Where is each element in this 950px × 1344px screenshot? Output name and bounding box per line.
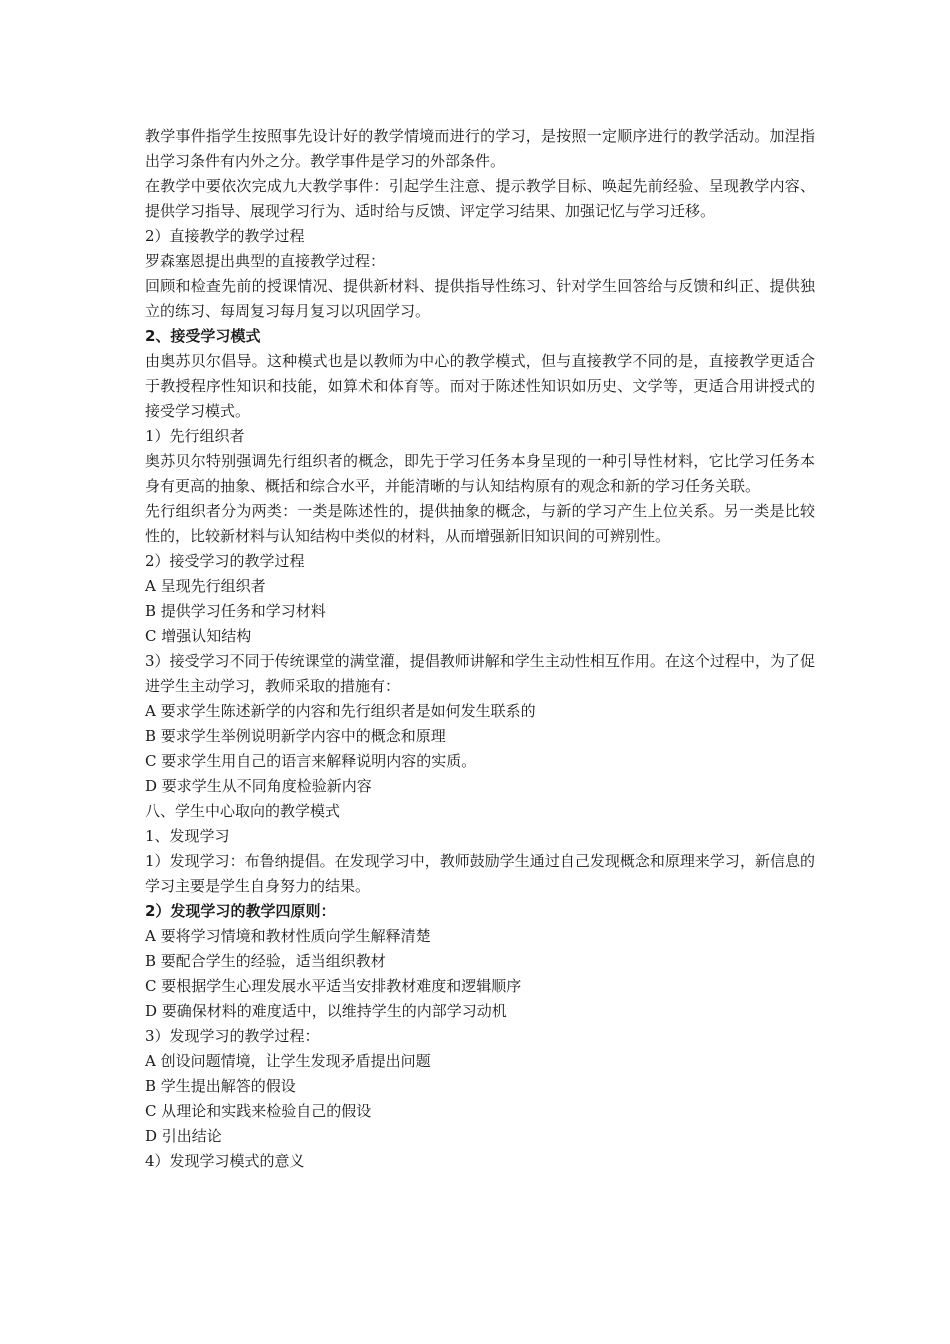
list-item: D 要确保材料的难度适中，以维持学生的内部学习动机 bbox=[145, 1002, 507, 1020]
paragraph-teaching-events: 教学事件指学生按照事先设计好的教学情境而进行的学习，是按照一定顺序进行的教学活动。加涅指出学习条件有内外之分。教学事件是学习的外部条件。 bbox=[145, 127, 815, 170]
subheading-discovery-significance: 4）发现学习模式的意义 bbox=[145, 1152, 305, 1170]
list-item: C 从理论和实践来检验自己的假设 bbox=[145, 1102, 372, 1120]
paragraph-bruner: 1）发现学习：布鲁纳提倡。在发现学习中，教师鼓励学生通过自己发现概念和原理来学习，新信息的学习主要是学生自身努力的结果。 bbox=[145, 852, 815, 895]
list-item: A 要将学习情境和教材性质向学生解释清楚 bbox=[145, 927, 431, 945]
list-item: A 创设问题情境，让学生发现矛盾提出问题 bbox=[145, 1052, 431, 1070]
list-item: D 引出结论 bbox=[145, 1127, 222, 1145]
list-item: A 呈现先行组织者 bbox=[145, 577, 266, 595]
list-item: C 要根据学生心理发展水平适当安排教材难度和逻辑顺序 bbox=[145, 977, 522, 995]
heading-student-centered: 八、学生中心取向的教学模式 bbox=[145, 802, 341, 820]
list-item: B 要求学生举例说明新学内容中的概念和原理 bbox=[145, 727, 446, 745]
list-item: B 要配合学生的经验，适当组织教材 bbox=[145, 952, 386, 970]
paragraph-rosenshine: 罗森塞恩提出典型的直接教学过程： bbox=[145, 252, 386, 270]
list-item: B 学生提出解答的假设 bbox=[145, 1077, 296, 1095]
document-body bbox=[145, 124, 815, 1174]
paragraph-active-learning: 3）接受学习不同于传统课堂的满堂灌，提倡教师讲解和学生主动性相互作用。在这个过程中，为了促进学生主动学习，教师采取的措施有： bbox=[145, 652, 815, 695]
list-item: A 要求学生陈述新学的内容和先行组织者是如何发生联系的 bbox=[145, 702, 536, 720]
paragraph-direct-teaching-steps: 回顾和检查先前的授课情况、提供新材料、提供指导性练习、针对学生回答给与反馈和纠正、提供独立的练习、每周复习每月复习以巩固学习。 bbox=[145, 277, 815, 320]
list-item: C 增强认知结构 bbox=[145, 627, 252, 645]
paragraph-ausubel: 由奥苏贝尔倡导。这种模式也是以教师为中心的教学模式，但与直接教学不同的是，直接教学更适合于教授程序性知识和技能，如算术和体育等。而对于陈述性知识如历史、文学等，更适合用讲授式的接受学习模式。 bbox=[145, 352, 815, 420]
subheading-discovery-process: 3）发现学习的教学过程： bbox=[145, 1027, 320, 1045]
list-item: C 要求学生用自己的语言来解释说明内容的实质。 bbox=[145, 752, 477, 770]
subheading-discovery-learning: 1、发现学习 bbox=[145, 827, 230, 845]
paragraph-organizer-types: 先行组织者分为两类：一类是陈述性的，提供抽象的概念，与新的学习产生上位关系。另一类是比较性的，比较新材料与认知结构中类似的材料，从而增强新旧知识间的可辨别性。 bbox=[145, 502, 815, 545]
paragraph-nine-events: 在教学中要依次完成九大教学事件：引起学生注意、提示教学目标、唤起先前经验、呈现教学内容、提供学习指导、展现学习行为、适时给与反馈、评定学习结果、加强记忆与学习迁移。 bbox=[145, 177, 815, 220]
list-item: B 提供学习任务和学习材料 bbox=[145, 602, 326, 620]
list-item: D 要求学生从不同角度检验新内容 bbox=[145, 777, 372, 795]
subheading-receptive-process: 2）接受学习的教学过程 bbox=[145, 552, 305, 570]
subheading-direct-teaching-process: 2）直接教学的教学过程 bbox=[145, 227, 305, 245]
subheading-advance-organizer: 1）先行组织者 bbox=[145, 427, 245, 445]
heading-receptive-learning: 2、接受学习模式 bbox=[145, 327, 261, 345]
subheading-four-principles: 2）发现学习的教学四原则： bbox=[145, 902, 336, 920]
paragraph-advance-organizer: 奥苏贝尔特别强调先行组织者的概念，即先于学习任务本身呈现的一种引导性材料，它比学习任务本身有更高的抽象、概括和综合水平，并能清晰的与认知结构原有的观念和新的学习任务关联。 bbox=[145, 452, 815, 495]
